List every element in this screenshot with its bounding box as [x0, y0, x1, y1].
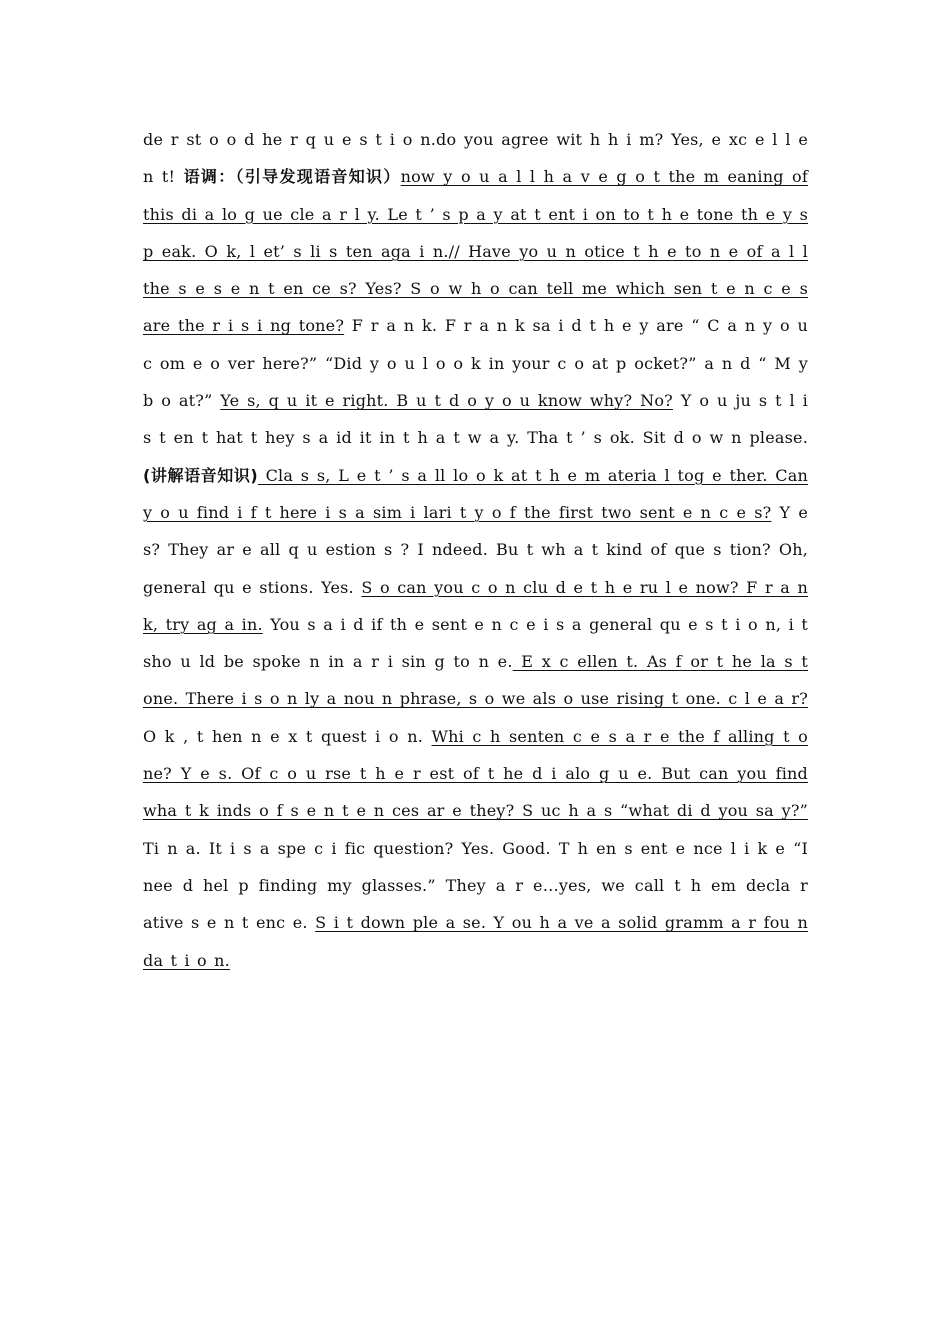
underlined-segment: Whi c h senten c e s a r e the f alling t o ne? Y e s. Of c o u rse t h e r est of t he d i alo g u e. But can you find wha t k inds o f s e n t e n ces ar e they? S uc h a s “what di d you sa y?”: [143, 726, 809, 821]
text-segment: You s a i d if th e sent e n c e i s a general qu e s t i o n, i t sho u ld be spoke n in a r i sin g to n e.: [143, 614, 808, 672]
underlined-segment: S i t down ple a se. Y ou h a ve a solid gramm a r fou n da t i o n.: [143, 913, 808, 970]
underlined-segment: Ye s, q u it e right. B u t d o y o u know why? No?: [220, 391, 673, 411]
section-label-explanation: (讲解语音知识): [143, 465, 258, 485]
text-segment: Y e s? They ar e all q u estion s ? I ndeed. Bu t wh a t kind of que s tion? Oh, general qu e stions. Yes.: [143, 502, 808, 597]
underlined-segment: E x c ellen t. As f or t he la s t one. There i s o n ly a nou n phrase, s o we als o use rising t one. c l e a r?: [143, 652, 808, 709]
underlined-segment: now y o u a l l h a v e g o t the m eaning of this di a lo g ue cle a r l y. Le t ’ s p a y at t ent i on to t h e tone th e y s p eak. O k, l et’ s li s ten aga i n.// Have yo u n otice t h e to n e of a l l the s e s e n t en ce s? Yes? S o w h o can tell me which sen t e n c e s are the r i s i ng tone?: [143, 167, 809, 336]
text-segment: Ti n a. It i s a spe c i fic question? Yes. Good. T h en s ent e nce l i k e “I nee d hel p finding my glasses.” They a r e…yes, we call t h em decla r ative s e n t enc e.: [143, 838, 808, 933]
text-segment: de r st o o d he r q u e s t i o n.do you agree wit h h i m? Yes, e xc e l l e n t!: [143, 130, 808, 187]
underlined-segment: Cla s s, L e t ’ s a ll lo o k at t h e m ateria l tog e ther. Can y o u find i f t here i s a sim i lari t y o f the first two sent e n c e s?: [143, 465, 808, 522]
text-segment: O k , t hen n e x t quest i o n.: [143, 726, 432, 746]
section-label-intonation: 语调：（引导发现语音知识）: [183, 167, 401, 187]
lesson-transcript: [143, 121, 808, 979]
text-segment: F r a n k. F r a n k sa i d t h e y are “ C a n y o u c om e o ver here?” “Did y o u l o o k in your c o at p ocket?” a n d “ M y b o at?”: [143, 316, 808, 411]
underlined-segment: S o can you c o n clu d e t h e ru l e now? F r a n k, try ag a in.: [143, 577, 808, 634]
text-segment: Y o u ju s t l i s t en t hat t hey s a id it in t h a t w a y. Tha t ’ s ok. Sit d o w n please.: [143, 391, 808, 448]
